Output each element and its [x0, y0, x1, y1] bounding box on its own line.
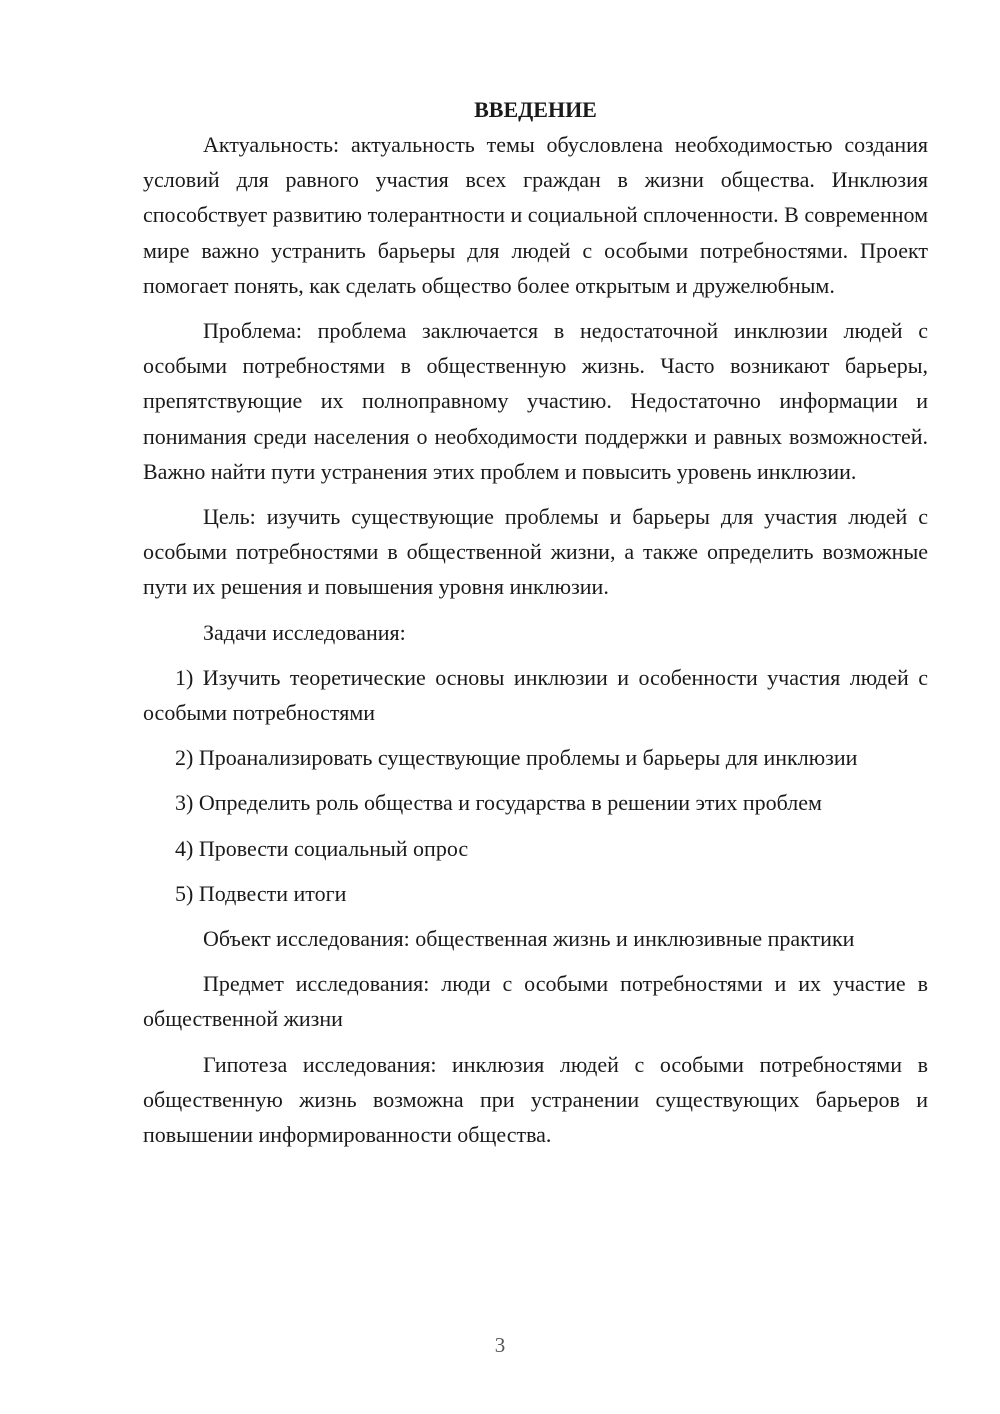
object-paragraph: Объект исследования: общественная жизнь и инклюзивные практики [203, 926, 855, 952]
tasks-heading: Задачи исследования: [203, 619, 406, 645]
task-item: 3) Определить роль общества и государства в решении этих проблем [175, 790, 822, 816]
goal-paragraph: Цель: изучить существующие проблемы и барьеры для участия людей с особыми потребностями в общественной жизни, а также определить возможные пути их решения и повышения уровня инклюзии. [143, 504, 928, 600]
problem-paragraph: Проблема: проблема заключается в недостаточной инклюзии людей с особыми потребностями в общественную жизнь. Часто возникают барьеры, препятствующие их полноправному участию. Недостаточно информации и понимания среди населения о необходимости поддержки и равных возможностей. Важно найти пути устранения этих проблем и повысить уровень инклюзии. [143, 318, 928, 484]
relevance-paragraph: Актуальность: актуальность темы обусловлена необходимостью создания условий для равного участия всех граждан в жизни общества. Инклюзия способствует развитию толерантности и социальной сплоченности. В современном мире важно устранить барьеры для людей с особыми потребностями. Проект помогает понять, как сделать общество более открытым и дружелюбным. [143, 132, 928, 298]
task-item: 4) Провести социальный опрос [175, 835, 469, 861]
page-number: 3 [494, 1333, 506, 1357]
document-page [143, 92, 928, 1152]
task-item: 1) Изучить теоретические основы инклюзии и особенности участия людей с особыми потребностями [143, 664, 928, 726]
page-title: ВВЕДЕНИЕ [474, 97, 597, 122]
task-item: 2) Проанализировать существующие проблемы и барьеры для инклюзии [175, 745, 858, 771]
subject-paragraph: Предмет исследования: люди с особыми потребностями и их участие в общественной жизни [143, 971, 928, 1032]
task-item: 5) Подвести итоги [175, 880, 347, 906]
hypothesis-paragraph: Гипотеза исследования: инклюзия людей с особыми потребностями в общественную жизнь возможна при устранении существующих барьеров и повышении информированности общества. [143, 1051, 928, 1148]
